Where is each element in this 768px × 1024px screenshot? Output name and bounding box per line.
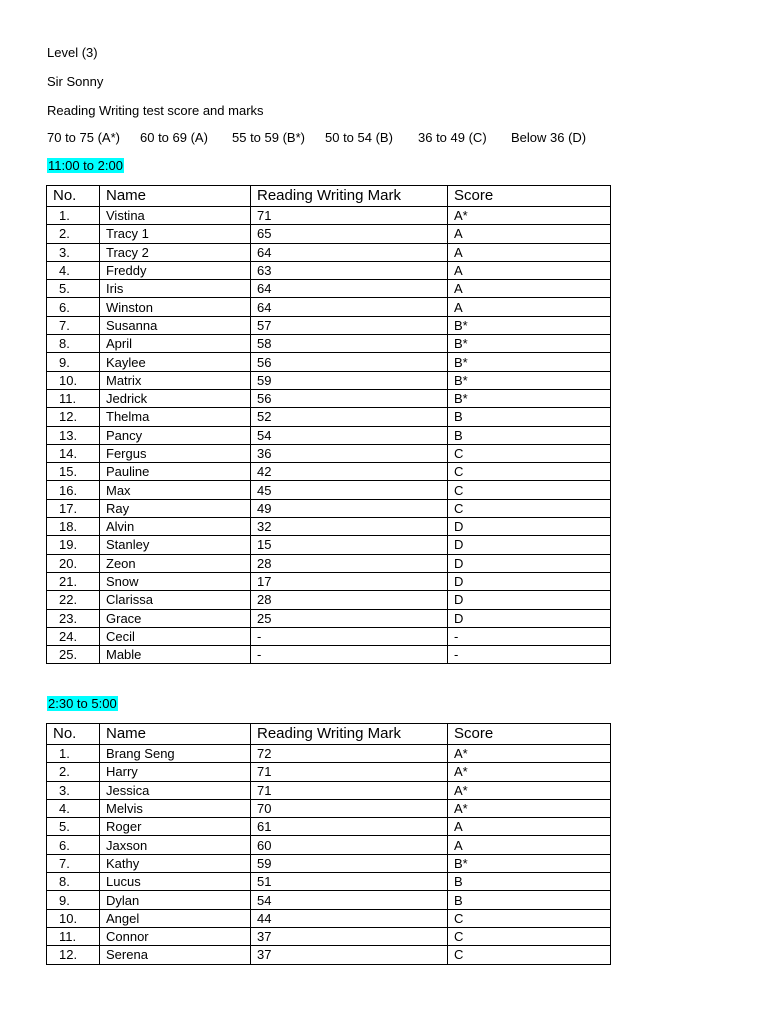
cell-score: A* — [448, 763, 611, 781]
cell-reading-writing-mark: 25 — [251, 609, 448, 627]
cell-reading-writing-mark: 54 — [251, 891, 448, 909]
cell-reading-writing-mark: 64 — [251, 243, 448, 261]
cell-student-name: Brang Seng — [100, 745, 251, 763]
table-row — [47, 627, 611, 645]
cell-number: 10. — [47, 371, 100, 389]
cell-score: A* — [448, 207, 611, 225]
table-row — [47, 946, 611, 964]
cell-score: - — [448, 627, 611, 645]
cell-reading-writing-mark: 71 — [251, 781, 448, 799]
cell-number: 3. — [47, 781, 100, 799]
cell-student-name: Susanna — [100, 316, 251, 334]
cell-reading-writing-mark: 52 — [251, 408, 448, 426]
cell-number: 4. — [47, 799, 100, 817]
grade-scale-item: Below 36 (D) — [511, 130, 587, 145]
table-row — [47, 781, 611, 799]
table-header-row — [47, 724, 611, 745]
cell-reading-writing-mark: 56 — [251, 353, 448, 371]
cell-reading-writing-mark: 60 — [251, 836, 448, 854]
cell-reading-writing-mark: 56 — [251, 389, 448, 407]
column-header-no: No. — [47, 724, 100, 745]
cell-reading-writing-mark: 63 — [251, 261, 448, 279]
cell-score: B — [448, 873, 611, 891]
cell-number: 16. — [47, 481, 100, 499]
cell-number: 8. — [47, 873, 100, 891]
grade-scale-item: 50 to 54 (B) — [325, 130, 393, 145]
cell-student-name: Roger — [100, 818, 251, 836]
cell-score: B* — [448, 371, 611, 389]
cell-score: C — [448, 444, 611, 462]
table-row — [47, 572, 611, 590]
cell-score: C — [448, 946, 611, 964]
table-row — [47, 854, 611, 872]
cell-reading-writing-mark: 42 — [251, 463, 448, 481]
cell-reading-writing-mark: 57 — [251, 316, 448, 334]
table-row — [47, 280, 611, 298]
cell-score: A — [448, 280, 611, 298]
cell-student-name: Angel — [100, 909, 251, 927]
session-time-highlight: 2:30 to 5:00 — [48, 696, 117, 711]
cell-number: 5. — [47, 818, 100, 836]
column-header-name: Name — [100, 186, 251, 207]
cell-score: A — [448, 225, 611, 243]
table-row — [47, 316, 611, 334]
table-row — [47, 225, 611, 243]
cell-number: 10. — [47, 909, 100, 927]
cell-number: 1. — [47, 745, 100, 763]
cell-student-name: Freddy — [100, 261, 251, 279]
cell-student-name: Fergus — [100, 444, 251, 462]
table-row — [47, 298, 611, 316]
cell-score: D — [448, 609, 611, 627]
cell-score: B — [448, 426, 611, 444]
cell-number: 3. — [47, 243, 100, 261]
cell-student-name: Max — [100, 481, 251, 499]
cell-score: D — [448, 518, 611, 536]
cell-student-name: Grace — [100, 609, 251, 627]
table-header-row — [47, 186, 611, 207]
table-row — [47, 536, 611, 554]
cell-student-name: Jessica — [100, 781, 251, 799]
score-table-session-1 — [46, 185, 611, 664]
cell-student-name: Clarissa — [100, 591, 251, 609]
table-row — [47, 408, 611, 426]
cell-reading-writing-mark: 59 — [251, 371, 448, 389]
document-title: Reading Writing test score and marks — [47, 103, 264, 118]
cell-reading-writing-mark: 65 — [251, 225, 448, 243]
teacher-name: Sir Sonny — [47, 74, 104, 89]
cell-student-name: Jedrick — [100, 389, 251, 407]
cell-number: 1. — [47, 207, 100, 225]
table-body — [47, 207, 611, 664]
cell-student-name: Stanley — [100, 536, 251, 554]
table-row — [47, 609, 611, 627]
table-row — [47, 353, 611, 371]
cell-reading-writing-mark: 54 — [251, 426, 448, 444]
cell-reading-writing-mark: 17 — [251, 572, 448, 590]
table-body — [47, 745, 611, 965]
cell-reading-writing-mark: 32 — [251, 518, 448, 536]
table-row — [47, 891, 611, 909]
cell-number: 2. — [47, 763, 100, 781]
cell-score: A — [448, 836, 611, 854]
table-row — [47, 481, 611, 499]
cell-reading-writing-mark: 70 — [251, 799, 448, 817]
table-row — [47, 818, 611, 836]
session-1-time — [47, 158, 124, 174]
cell-number: 6. — [47, 298, 100, 316]
grade-scale-item: 36 to 49 (C) — [418, 130, 487, 145]
table-row — [47, 518, 611, 536]
cell-score: B — [448, 408, 611, 426]
cell-student-name: Snow — [100, 572, 251, 590]
cell-student-name: Melvis — [100, 799, 251, 817]
cell-score: B* — [448, 389, 611, 407]
cell-reading-writing-mark: 58 — [251, 335, 448, 353]
grade-scale — [47, 130, 647, 146]
cell-number: 17. — [47, 499, 100, 517]
column-header-score: Score — [448, 724, 611, 745]
cell-score: D — [448, 536, 611, 554]
cell-student-name: Pancy — [100, 426, 251, 444]
cell-number: 11. — [47, 389, 100, 407]
cell-score: A* — [448, 781, 611, 799]
cell-score: C — [448, 909, 611, 927]
table-row — [47, 463, 611, 481]
table-row — [47, 371, 611, 389]
cell-score: D — [448, 572, 611, 590]
cell-student-name: Ray — [100, 499, 251, 517]
cell-score: C — [448, 481, 611, 499]
cell-reading-writing-mark: 36 — [251, 444, 448, 462]
session-time-highlight: 11:00 to 2:00 — [48, 158, 123, 173]
cell-number: 13. — [47, 426, 100, 444]
cell-student-name: Pauline — [100, 463, 251, 481]
cell-number: 25. — [47, 646, 100, 664]
table-row — [47, 335, 611, 353]
table-row — [47, 207, 611, 225]
cell-score: C — [448, 499, 611, 517]
column-header-no: No. — [47, 186, 100, 207]
cell-number: 11. — [47, 927, 100, 945]
cell-number: 12. — [47, 946, 100, 964]
cell-score: B* — [448, 353, 611, 371]
column-header-score: Score — [448, 186, 611, 207]
cell-number: 14. — [47, 444, 100, 462]
grade-scale-item: 70 to 75 (A*) — [47, 130, 120, 145]
cell-score: C — [448, 927, 611, 945]
cell-score: A* — [448, 799, 611, 817]
table-row — [47, 499, 611, 517]
grade-scale-item: 60 to 69 (A) — [140, 130, 208, 145]
cell-student-name: Alvin — [100, 518, 251, 536]
cell-number: 5. — [47, 280, 100, 298]
cell-student-name: Tracy 2 — [100, 243, 251, 261]
cell-reading-writing-mark: - — [251, 627, 448, 645]
table-row — [47, 444, 611, 462]
cell-score: A — [448, 243, 611, 261]
cell-reading-writing-mark: 28 — [251, 554, 448, 572]
cell-score: A — [448, 261, 611, 279]
cell-reading-writing-mark: 37 — [251, 927, 448, 945]
cell-student-name: Matrix — [100, 371, 251, 389]
table-row — [47, 763, 611, 781]
cell-reading-writing-mark: 72 — [251, 745, 448, 763]
table-row — [47, 426, 611, 444]
session-2-time — [47, 696, 118, 712]
cell-score: B* — [448, 316, 611, 334]
cell-reading-writing-mark: 64 — [251, 298, 448, 316]
cell-reading-writing-mark: 44 — [251, 909, 448, 927]
cell-number: 20. — [47, 554, 100, 572]
cell-student-name: Tracy 1 — [100, 225, 251, 243]
cell-reading-writing-mark: 61 — [251, 818, 448, 836]
cell-number: 8. — [47, 335, 100, 353]
table-row — [47, 646, 611, 664]
cell-reading-writing-mark: 71 — [251, 763, 448, 781]
cell-number: 7. — [47, 316, 100, 334]
table-row — [47, 243, 611, 261]
cell-student-name: Vistina — [100, 207, 251, 225]
cell-score: B* — [448, 854, 611, 872]
cell-reading-writing-mark: 37 — [251, 946, 448, 964]
cell-number: 19. — [47, 536, 100, 554]
cell-score: A* — [448, 745, 611, 763]
column-header-mark: Reading Writing Mark — [251, 724, 448, 745]
cell-student-name: April — [100, 335, 251, 353]
cell-number: 18. — [47, 518, 100, 536]
cell-student-name: Thelma — [100, 408, 251, 426]
cell-score: B — [448, 891, 611, 909]
cell-student-name: Kaylee — [100, 353, 251, 371]
cell-number: 15. — [47, 463, 100, 481]
cell-reading-writing-mark: 15 — [251, 536, 448, 554]
cell-reading-writing-mark: 28 — [251, 591, 448, 609]
cell-score: - — [448, 646, 611, 664]
table-row — [47, 836, 611, 854]
cell-student-name: Zeon — [100, 554, 251, 572]
cell-reading-writing-mark: 71 — [251, 207, 448, 225]
cell-student-name: Dylan — [100, 891, 251, 909]
table-row — [47, 554, 611, 572]
cell-number: 7. — [47, 854, 100, 872]
cell-student-name: Harry — [100, 763, 251, 781]
cell-reading-writing-mark: 59 — [251, 854, 448, 872]
column-header-name: Name — [100, 724, 251, 745]
cell-student-name: Kathy — [100, 854, 251, 872]
cell-student-name: Serena — [100, 946, 251, 964]
cell-student-name: Winston — [100, 298, 251, 316]
column-header-mark: Reading Writing Mark — [251, 186, 448, 207]
cell-number: 2. — [47, 225, 100, 243]
cell-score: B* — [448, 335, 611, 353]
cell-score: D — [448, 554, 611, 572]
cell-student-name: Connor — [100, 927, 251, 945]
cell-score: A — [448, 298, 611, 316]
cell-number: 4. — [47, 261, 100, 279]
grade-scale-item: 55 to 59 (B*) — [232, 130, 305, 145]
cell-number: 9. — [47, 353, 100, 371]
cell-number: 23. — [47, 609, 100, 627]
cell-reading-writing-mark: 45 — [251, 481, 448, 499]
cell-student-name: Cecil — [100, 627, 251, 645]
table-row — [47, 745, 611, 763]
cell-number: 24. — [47, 627, 100, 645]
cell-reading-writing-mark: 51 — [251, 873, 448, 891]
cell-student-name: Lucus — [100, 873, 251, 891]
table-row — [47, 909, 611, 927]
cell-reading-writing-mark: 64 — [251, 280, 448, 298]
table-row — [47, 927, 611, 945]
cell-student-name: Iris — [100, 280, 251, 298]
cell-student-name: Jaxson — [100, 836, 251, 854]
cell-reading-writing-mark: 49 — [251, 499, 448, 517]
cell-number: 22. — [47, 591, 100, 609]
cell-number: 21. — [47, 572, 100, 590]
table-row — [47, 799, 611, 817]
cell-score: A — [448, 818, 611, 836]
level-heading: Level (3) — [47, 45, 98, 60]
cell-score: C — [448, 463, 611, 481]
table-row — [47, 591, 611, 609]
cell-number: 9. — [47, 891, 100, 909]
table-row — [47, 873, 611, 891]
cell-number: 12. — [47, 408, 100, 426]
cell-score: D — [448, 591, 611, 609]
cell-reading-writing-mark: - — [251, 646, 448, 664]
cell-student-name: Mable — [100, 646, 251, 664]
table-row — [47, 261, 611, 279]
table-row — [47, 389, 611, 407]
score-table-session-2 — [46, 723, 611, 965]
cell-number: 6. — [47, 836, 100, 854]
